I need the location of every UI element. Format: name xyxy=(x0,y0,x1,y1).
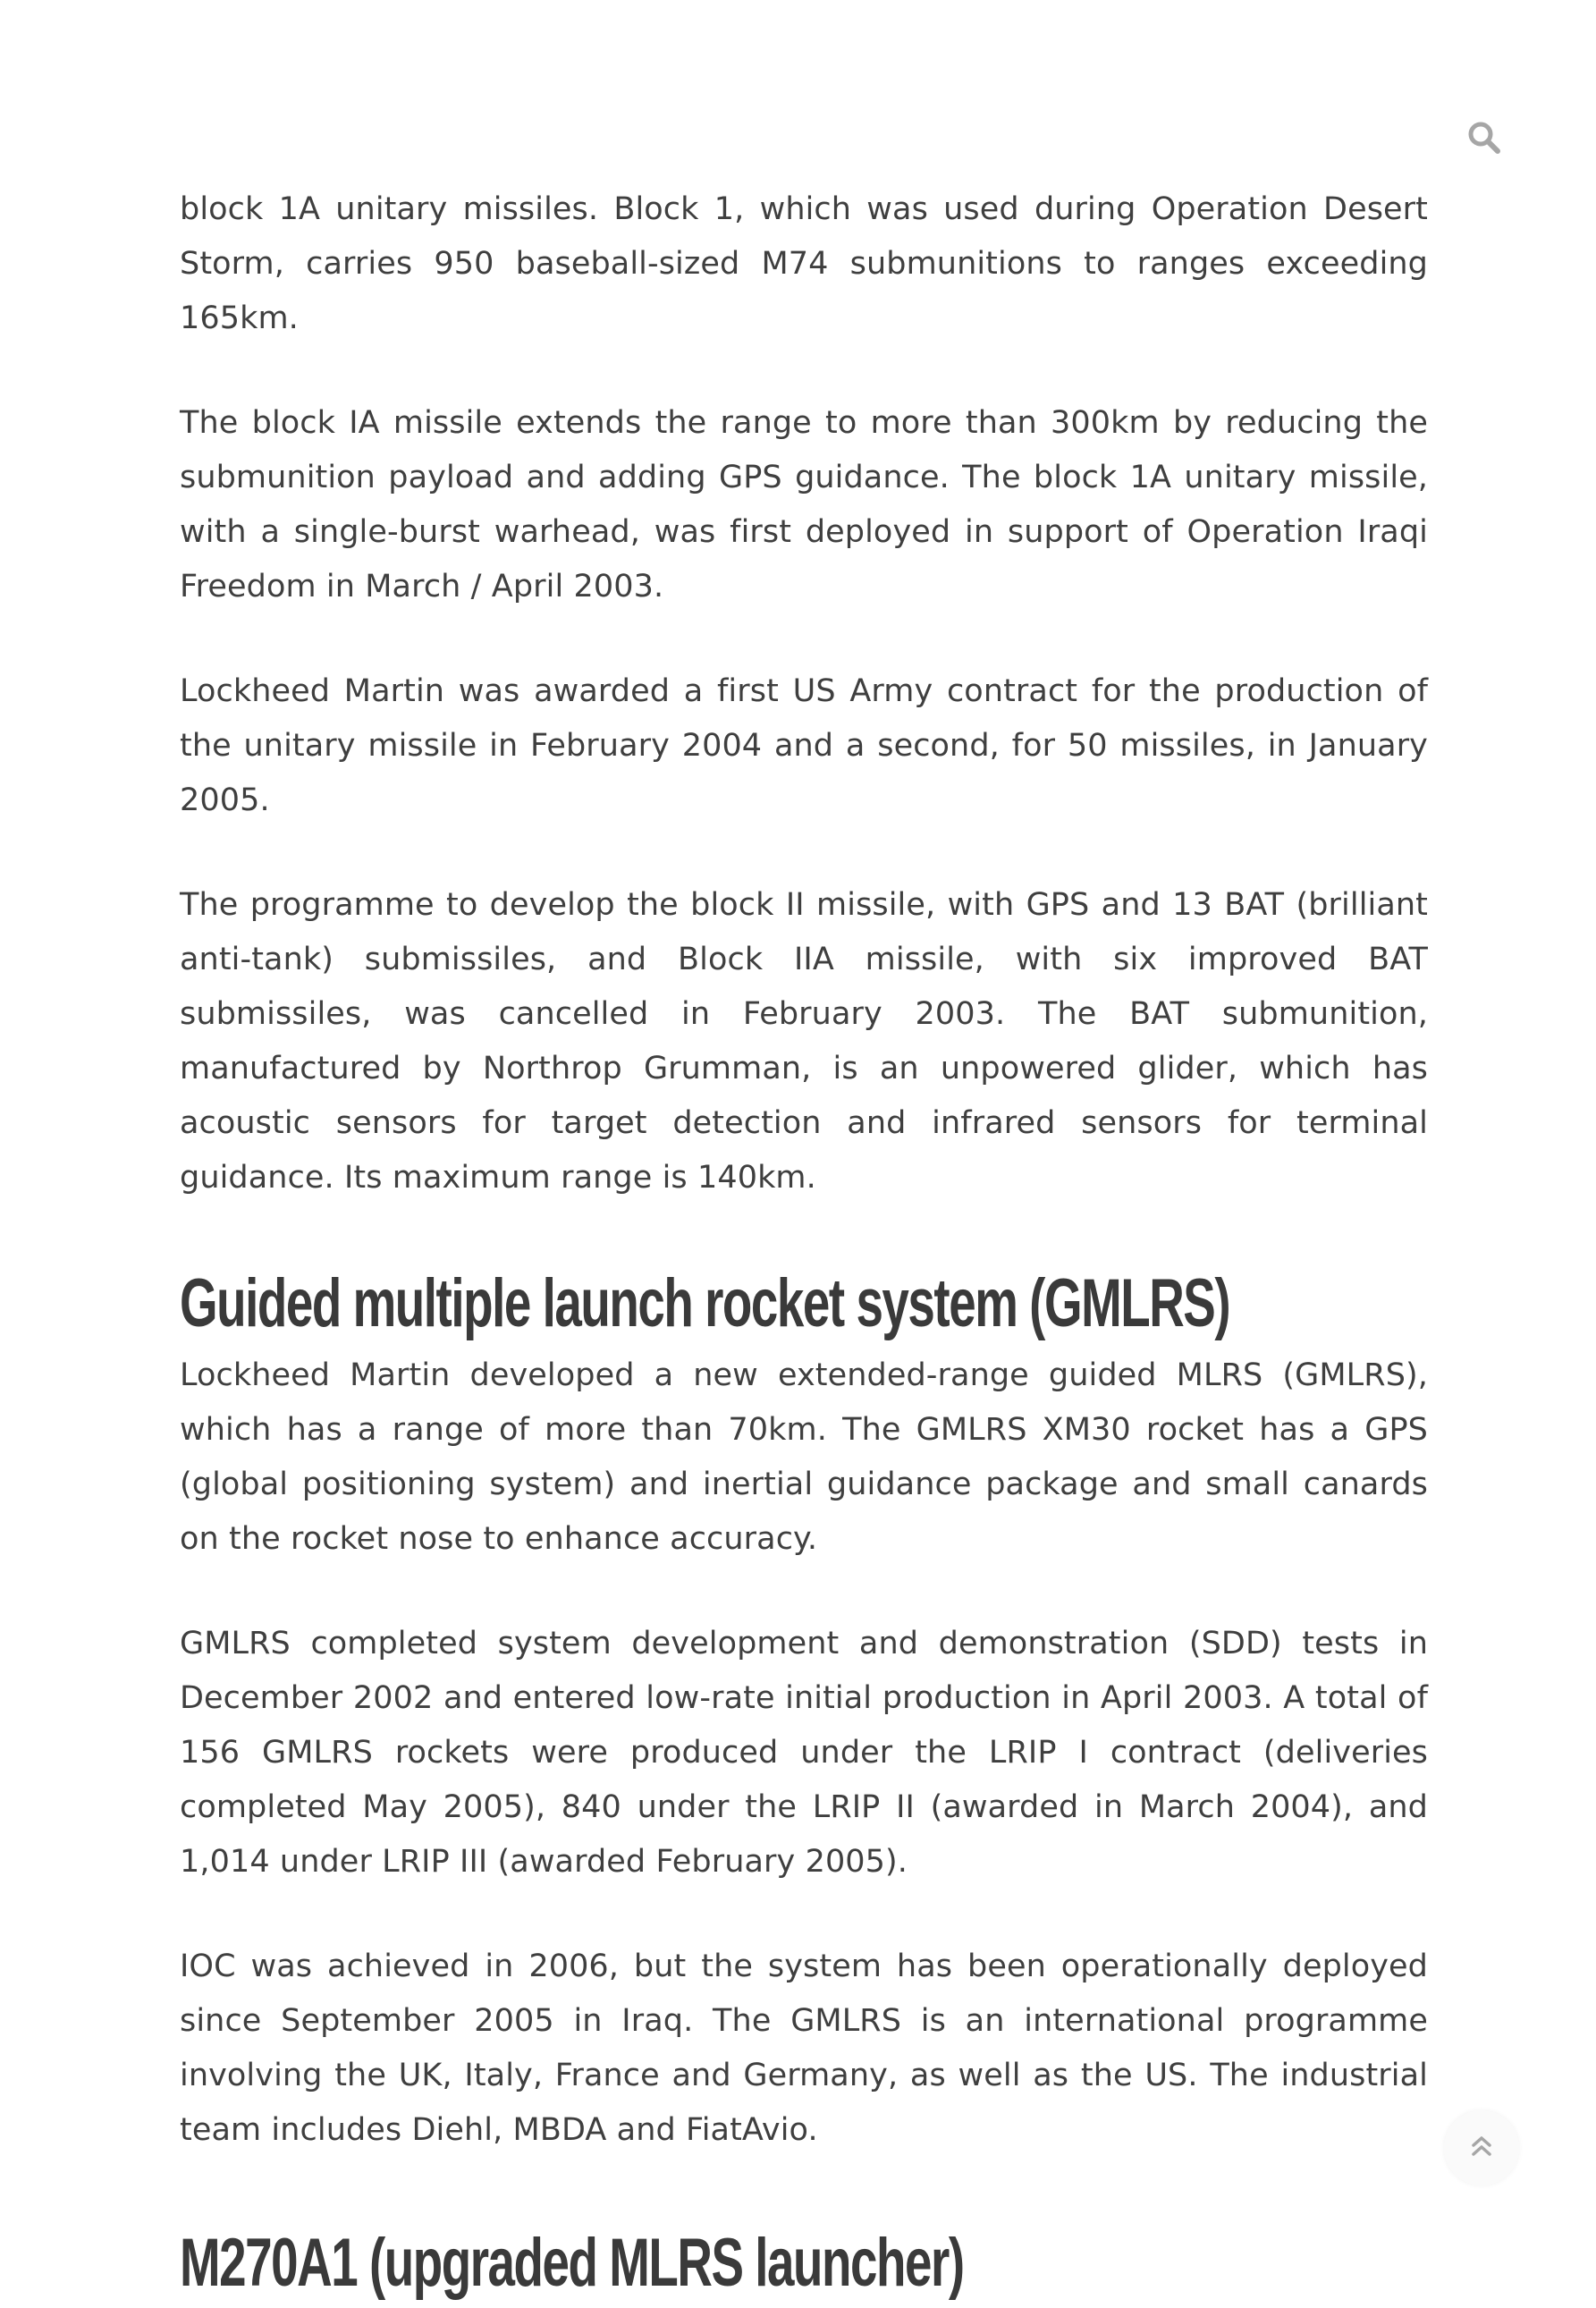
section-heading-gmlrs: Guided multiple launch rocket system (GMLRS) xyxy=(180,1265,1230,1341)
article-paragraph: The block IA missile extends the range to more than 300km by reducing the submunition payload and adding GPS guidance. The block 1A unitary missile, with a single-burst warhead, was first deployed in support of Operation Iraqi Freedom in March / April 2003. xyxy=(180,405,1428,604)
article-paragraph: GMLRS completed system development and demonstration (SDD) tests in December 2002 and entered low-rate initial production in April 2003. A total of 156 GMLRS rockets were produced under the LRIP I contract (deliveries completed May 2005), 840 under the LRIP II (awarded in March 2004), and 1,014 under LRIP III (awarded February 2005). xyxy=(180,1626,1428,1880)
article-paragraph: The programme to develop the block II missile, with GPS and 13 BAT (brilliant anti-tank) submissiles, and Block IIA missile, with six improved BAT submissiles, was cancelled in February 2003. The BAT submunition, manufactured by Northrop Grumman, is an unpowered glider, which has acoustic sensors for target detection and infrared sensors for terminal guidance. Its maximum range is 140km. xyxy=(180,887,1428,1196)
search-icon[interactable] xyxy=(1466,120,1502,156)
article-paragraph: IOC was achieved in 2006, but the system has been operationally deployed since September 2005 in Iraq. The GMLRS is an international programme involving the UK, Italy, France and Germany, as well as the US. The industrial team includes Diehl, MBDA and FiatAvio. xyxy=(180,1949,1428,2148)
article-paragraph: block 1A unitary missiles. Block 1, which was used during Operation Desert Storm, carries 950 baseball-sized M74 submunitions to ranges exceeding 165km. xyxy=(180,191,1428,336)
article-body xyxy=(180,0,1428,2308)
chevrons-up-icon xyxy=(1468,2133,1495,2163)
article-paragraph: Lockheed Martin was awarded a first US Army contract for the production of the unitary missile in February 2004 and a second, for 50 missiles, in January 2005. xyxy=(180,673,1428,818)
article-paragraph: Lockheed Martin developed a new extended-range guided MLRS (GMLRS), which has a range of more than 70km. The GMLRS XM30 rocket has a GPS (global positioning system) and inertial guidance package and small canards on the rocket nose to enhance accuracy. xyxy=(180,1357,1428,1557)
back-to-top-button[interactable] xyxy=(1444,2110,1519,2185)
section-heading-m270a1: M270A1 (upgraded MLRS launcher) xyxy=(180,2225,964,2301)
